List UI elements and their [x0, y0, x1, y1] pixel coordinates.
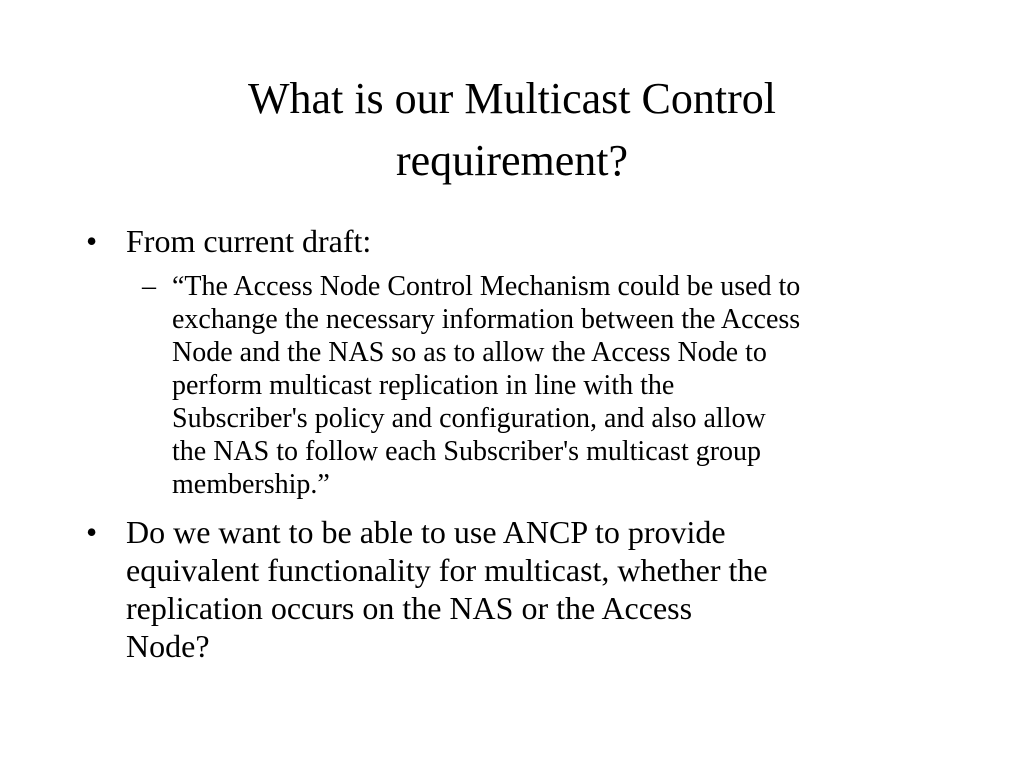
quote-line: perform multicast replication in line with the [172, 370, 675, 401]
bullet-text: Do we want to be able to use ANCP to provide [126, 514, 726, 550]
bullet-text: equivalent functionality for multicast, whether the [126, 552, 768, 588]
quote-line: exchange the necessary information between the Access [172, 304, 801, 335]
bullet-text: Node? [126, 628, 210, 664]
quote-line: Node and the NAS so as to allow the Access Node to [172, 337, 767, 368]
quote-line: the NAS to follow each Subscriber's multicast group [172, 436, 762, 467]
slide-body [0, 222, 1024, 665]
bullet-text: replication occurs on the NAS or the Access [126, 590, 693, 626]
sub-bullet-item [0, 270, 1024, 501]
quote-line: membership.” [172, 469, 330, 500]
slide-title [0, 68, 1024, 192]
bullet-marker: • [86, 514, 98, 550]
bullet-marker: • [86, 223, 98, 259]
sub-bullet-marker: – [142, 271, 156, 302]
bullet-text: From current draft: [126, 223, 372, 259]
bullet-item [0, 222, 1024, 260]
title-line: requirement? [395, 136, 629, 185]
bullet-item [0, 513, 1024, 665]
quote-line: Subscriber's policy and configuration, and also allow [172, 403, 766, 434]
quote-line: “The Access Node Control Mechanism could be used to [172, 271, 801, 302]
title-line: What is our Multicast Control [248, 74, 776, 123]
